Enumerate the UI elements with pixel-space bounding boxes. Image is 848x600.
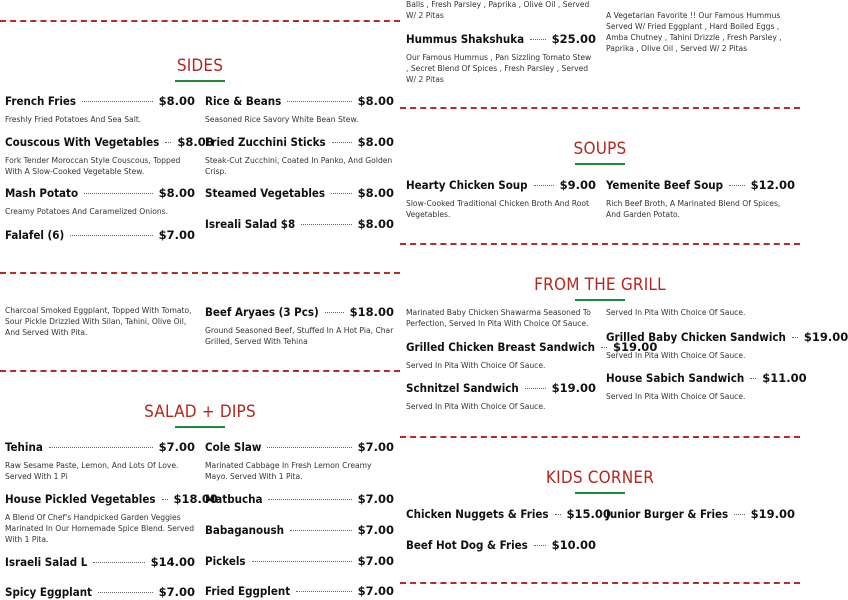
menu-item[interactable] [406,340,658,371]
item-price: $19.00 [612,340,658,354]
item-price: $9.00 [559,178,596,192]
section-divider [400,243,800,245]
section-title-salad-dips: SALAD + DIPS [0,402,400,428]
item-name: Beef Aryaes (3 Pcs) [205,305,319,319]
item-price: $15.00 [566,507,611,521]
item-name: Grilled Baby Chicken Sandwich [606,330,786,344]
item-price: $8.00 [357,135,394,149]
menu-item[interactable] [5,492,218,545]
item-name: Hearty Chicken Soup [406,178,528,192]
item-name: Fried Eggplent [205,584,291,598]
item-description: Fork Tender Moroccan Style Couscous, Topped With A Slow-Cooked Vegetable Stew. [5,156,181,176]
item-price: $10.00 [551,538,596,552]
item-price: $7.00 [158,228,195,242]
item-price: $8.00 [158,186,195,200]
item-price: $7.00 [158,585,195,599]
menu-item[interactable] [5,228,195,242]
item-price: $19.00 [551,381,596,395]
item-price: $11.00 [762,371,807,385]
section-title-from-the-grill: FROM THE GRILL [400,275,800,301]
item-name: House Sabich Sandwich [606,371,745,385]
section-divider [400,436,800,438]
item-name: Cole Slaw [205,440,262,454]
item-price: $18.00 [349,305,394,319]
item-name: Schnitzel Sandwich [406,381,519,395]
menu-item[interactable] [406,381,596,412]
menu-item[interactable] [5,135,214,177]
item-name: Hummus Shakshuka [406,32,525,46]
menu-item[interactable] [205,523,394,537]
menu-item[interactable] [5,94,195,125]
menu-item[interactable] [406,32,596,85]
section-divider [0,272,400,274]
menu-item[interactable] [606,371,807,402]
section-divider [0,370,400,372]
item-description: Slow-Cooked Traditional Chicken Broth And Root Vegetables. [406,199,589,219]
item-description: Balls , Fresh Parsley , Paprika , Olive Oil , Served W/ 2 Pitas [406,0,590,20]
menu-item[interactable] [205,554,394,568]
item-price: $25.00 [551,32,596,46]
menu-item[interactable] [205,584,394,598]
menu-item[interactable] [5,440,195,482]
item-description: Rich Beef Broth, A Marinated Blend Of Spices, And Garden Potato. [606,199,781,219]
item-price: $7.00 [357,440,394,454]
item-name: Steamed Vegetables [205,186,326,200]
section-divider [0,20,400,22]
menu-item[interactable] [205,94,394,125]
item-description: Freshly Fried Potatoes And Sea Salt. [5,115,142,124]
item-name: Beef Hot Dog & Fries [406,538,528,552]
item-description: Charcoal Smoked Eggplant, Topped With Tomato, Sour Pickle Drizzled With Silan, Tahini, Olive Oil, And Served With Pita. [5,306,192,337]
item-price: $8.00 [357,94,394,108]
menu-item[interactable] [205,492,394,506]
item-price: $14.00 [150,555,195,569]
menu-item[interactable] [606,507,795,521]
menu-item[interactable] [406,178,596,220]
menu-item[interactable] [606,178,795,220]
left-menu-column [0,0,400,600]
item-name: Grilled Chicken Breast Sandwich [406,340,595,354]
item-name: Tehina [5,440,43,454]
item-description: Marinated Baby Chicken Shawarma Seasoned To Perfection, Served In Pita With Choice Of Sauce. [406,308,591,328]
menu-item[interactable] [5,555,195,569]
item-name: Falafel (6) [5,228,65,242]
menu-item[interactable] [205,217,394,231]
item-description: Served In Pita With Choice Of Sauce. [606,351,746,360]
item-price: $18.00 [173,492,218,506]
item-description: A Vegetarian Favorite !! Our Famous Hummus Served W/ Fried Eggplant , Hard Boiled Eggs , Amba Chutney , Tahini Drizzle , Fresh Parsley , Paprika , Olive Oil , Served W/ 2 Pitas [606,11,782,53]
section-title-soups: SOUPS [400,139,800,165]
item-description: Steak-Cut Zucchini, Coated In Panko, And Golden Crisp. [205,156,393,176]
item-name: Matbucha [205,492,263,506]
item-price: $8.00 [177,135,214,149]
section-title-kids-corner: KIDS CORNER [400,468,800,494]
menu-item[interactable] [5,186,195,217]
item-description: Marinated Cabbage In Fresh Lemon Creamy Mayo. Served With 1 Pita. [205,461,372,481]
menu-item[interactable] [5,585,195,599]
item-price: $19.00 [803,330,848,344]
item-price: $12.00 [750,178,795,192]
item-name: Junior Burger & Fries [606,507,729,521]
menu-item[interactable] [406,507,611,521]
item-description: Served In Pita With Choice Of Sauce. [406,361,546,370]
item-description: Seasoned Rice Savory White Bean Stew. [205,115,359,124]
item-name: House Pickled Vegetables [5,492,156,506]
item-price: $7.00 [357,554,394,568]
item-description: Served In Pita With Choice Of Sauce. [606,308,746,317]
item-description: Raw Sesame Paste, Lemon, And Lots Of Love. Served With 1 Pi [5,461,179,481]
section-divider [400,107,800,109]
item-price: $7.00 [357,584,394,598]
menu-item[interactable] [205,135,394,177]
item-name: Chicken Nuggets & Fries [406,507,549,521]
section-divider [400,582,800,584]
menu-item[interactable] [606,330,848,361]
item-name: French Fries [5,94,77,108]
menu-item[interactable] [406,538,596,552]
section-title-sides: SIDES [0,56,400,82]
item-name: Mash Potato [5,186,79,200]
item-description: Ground Seasoned Beef, Stuffed In A Hot Pia, Char Grilled, Served With Tehina [205,326,394,346]
item-description: Served In Pita With Choice Of Sauce. [406,402,546,411]
item-description: Creamy Potatoes And Caramelized Onions. [5,207,169,216]
item-description: Served In Pita With Choice Of Sauce. [606,392,746,401]
item-price: $7.00 [357,492,394,506]
item-price: $8.00 [357,186,394,200]
item-price: $19.00 [750,507,795,521]
item-price: $7.00 [158,440,195,454]
item-name: Israeli Salad L [5,555,88,569]
menu-item[interactable] [205,186,394,200]
item-price: $8.00 [158,94,195,108]
item-price: $7.00 [357,523,394,537]
item-name: Babaganoush [205,523,285,537]
item-name: Rice & Beans [205,94,282,108]
menu-item[interactable] [205,305,394,347]
item-name: Fried Zucchini Sticks [205,135,326,149]
item-description: A Blend Of Chef's Handpicked Garden Veggies Marinated In Our Homemade Spice Blend. Served With 1 Pita. [5,513,195,544]
item-name: Couscous With Vegetables [5,135,160,149]
right-menu-column [400,0,848,600]
item-name: Yemenite Beef Soup [606,178,724,192]
item-price: $8.00 [357,217,394,231]
item-name: Pickels [205,554,246,568]
item-name: Spicy Eggplant [5,585,93,599]
item-name: Isreali Salad $8 [205,217,296,231]
menu-item[interactable] [205,440,394,482]
item-description: Our Famous Hummus , Pan Sizzling Tomato Stew , Secret Blend Of Spices , Fresh Parsley , Served W/ 2 Pitas [406,53,592,84]
